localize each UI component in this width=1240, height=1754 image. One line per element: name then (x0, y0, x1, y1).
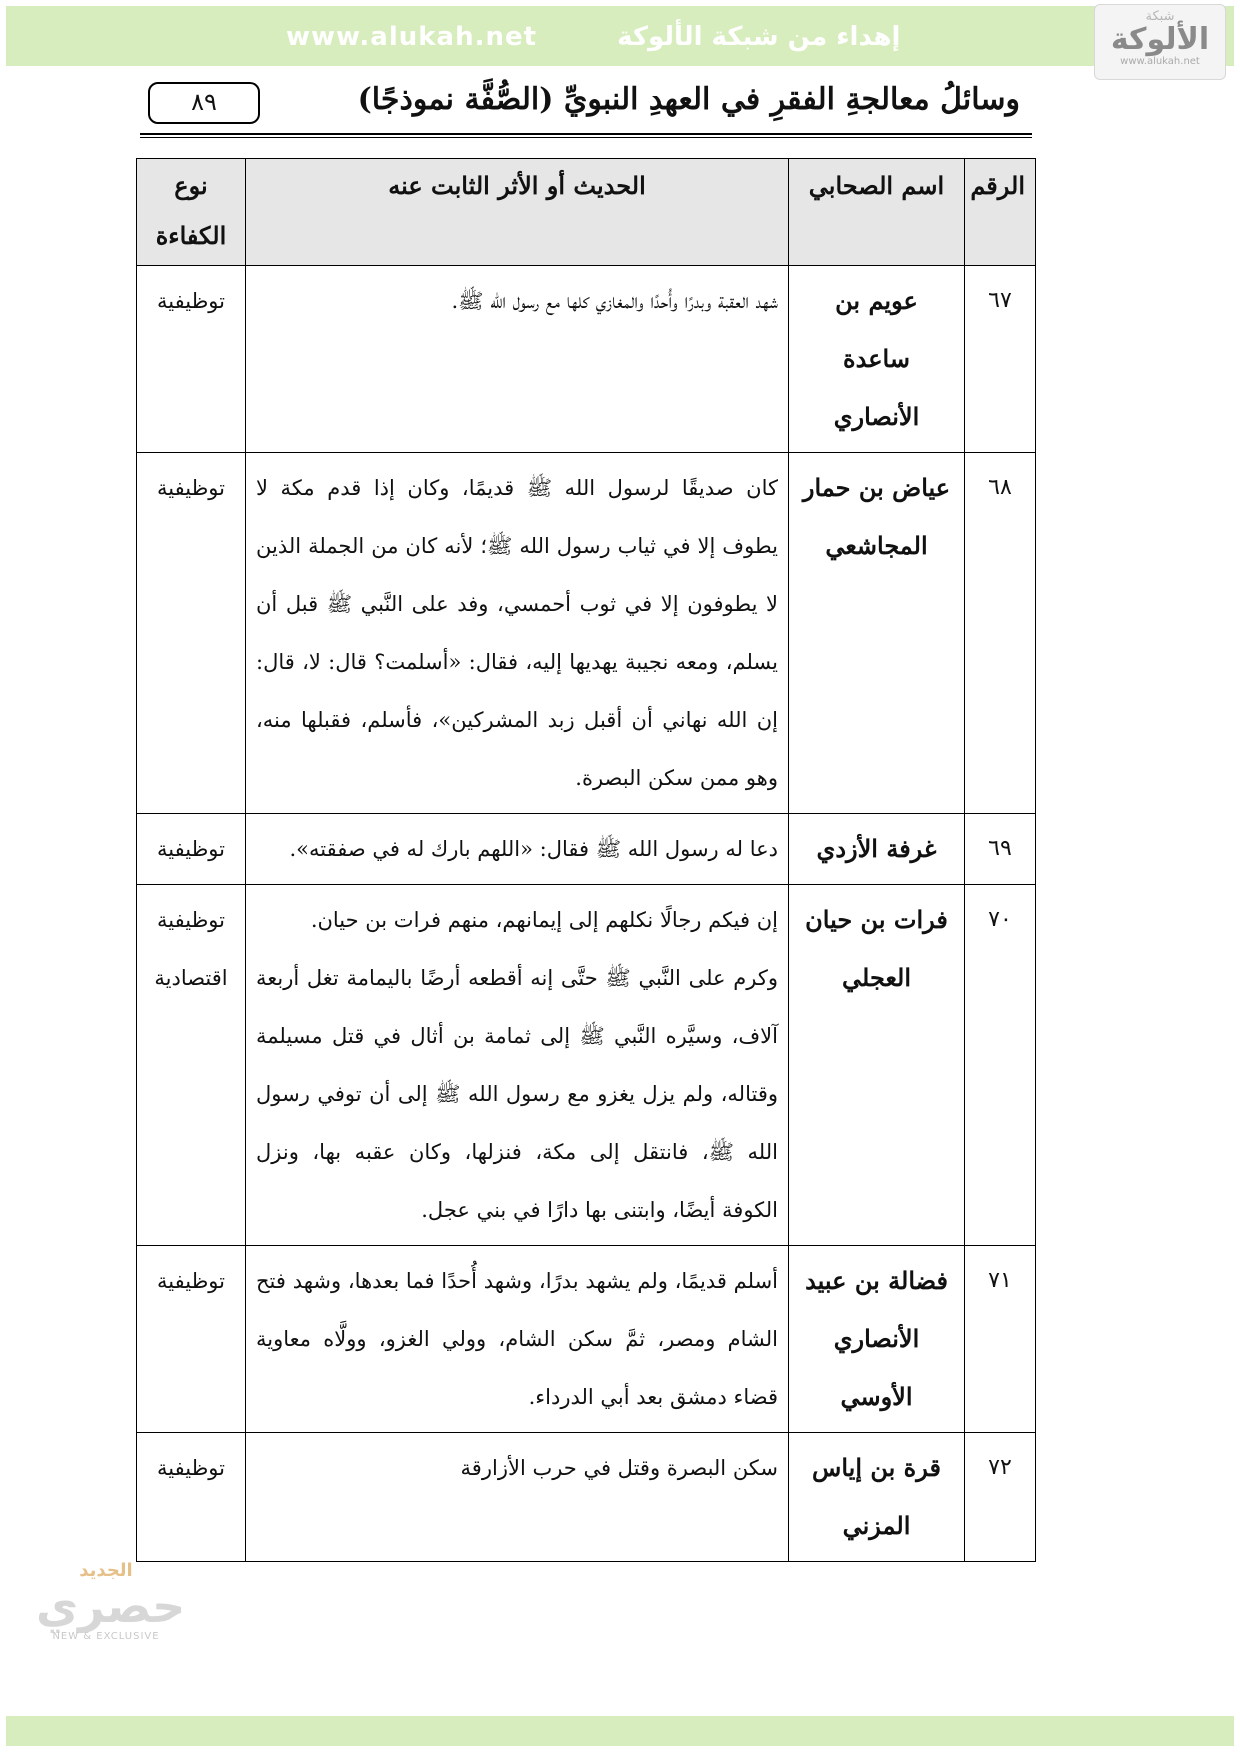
title-divider (140, 133, 1032, 138)
table-row (137, 266, 1036, 453)
header-type: نوع الكفاءة (137, 159, 246, 266)
competency-type: توظيفية (137, 1433, 246, 1562)
logo-url-text: www.alukah.net (1120, 56, 1200, 67)
watermark-sub-text: NEW & EXCLUSIVE (52, 1631, 160, 1642)
bottom-banner (6, 1716, 1234, 1746)
logo-small-text: شبكة (1145, 9, 1175, 24)
table-row (137, 1433, 1036, 1562)
banner-gift-text: إهداء من شبكة الألوكة (617, 22, 901, 52)
hadith-text-cell (246, 885, 789, 1246)
competency-type: توظيفية (157, 908, 225, 932)
row-number: ٧٠ (965, 885, 1036, 1246)
row-number: ٦٩ (965, 814, 1036, 885)
new-exclusive-watermark (36, 1560, 186, 1660)
page-number: ٨٩ (148, 82, 260, 124)
watermark-top-text: الجديد (79, 1560, 133, 1581)
companion-name: قرة بن إياس المزني (789, 1433, 965, 1562)
competency-type-secondary: اقتصادية (154, 966, 228, 990)
hadith-text: إن فيكم رجالًا نكلهم إلى إيمانهم، منهم فرات بن حيان. (310, 908, 778, 932)
companion-name: فرات بن حيان العجلي (789, 885, 965, 1246)
alukah-logo (1094, 4, 1226, 80)
competency-type: توظيفية (137, 1246, 246, 1433)
companion-name: غرفة الأزدي (789, 814, 965, 885)
competency-type: توظيفية (137, 453, 246, 814)
banner-url: www.alukah.net (286, 22, 538, 52)
companion-name: فضالة بن عبيد الأنصاري الأوسي (789, 1246, 965, 1433)
table-row (137, 885, 1036, 1246)
table-row (137, 453, 1036, 814)
page-title: وسائلُ معالجةِ الفقرِ في العهدِ النبويِّ (الصُّفَّة نموذجًا) (357, 82, 1020, 117)
logo-main-text: الألوكة (1110, 22, 1210, 57)
table-row (137, 814, 1036, 885)
row-number: ٦٧ (965, 266, 1036, 453)
table-row (137, 1246, 1036, 1433)
row-number: ٧٢ (965, 1433, 1036, 1562)
hadith-text: دعا له رسول الله ﷺ فقال: «اللهم بارك له في صفقته». (246, 814, 789, 885)
competency-type-cell (137, 885, 246, 1246)
hadith-text: سكن البصرة وقتل في حرب الأزارقة (246, 1433, 789, 1562)
hadith-text-continued: وكرم على النَّبي ﷺ حتَّى إنه أقطعه أرضًا باليمامة تغل أربعة آلاف، وسيَّره النَّبي ﷺ إلى ثمامة بن أثال في قتل مسيلمة وقتاله، ولم يزل يغزو مع رسول الله ﷺ إلى أن توفي رسول الله ﷺ، فانتقل إلى مكة، فنزلها، وكان عقبه بها، ونزل الكوفة أيضًا، وابتنى بها دارًا في بني عجل. (256, 966, 778, 1222)
companion-name: عويم بن ساعدة الأنصاري (789, 266, 965, 453)
header-companion: اسم الصحابي (789, 159, 965, 266)
hadith-text: أسلم قديمًا، ولم يشهد بدرًا، وشهد أُحدًا فما بعدها، وشهد فتح الشام ومصر، ثمَّ سكن الشام، وولي الغزو، وولَّاه معاوية قضاء دمشق بعد أبي الدرداء. (246, 1246, 789, 1433)
hadith-text: شهد العقبة وبدرًا وأُحدًا والمغازي كلها مع رسول الله ﷺ. (246, 266, 789, 453)
header-number: الرقم (965, 159, 1036, 266)
competency-type: توظيفية (137, 814, 246, 885)
row-number: ٧١ (965, 1246, 1036, 1433)
top-banner (6, 6, 1234, 66)
hadith-text: كان صديقًا لرسول الله ﷺ قديمًا، وكان إذا قدم مكة لا يطوف إلا في ثياب رسول الله ﷺ؛ لأنه كان من الجملة الذين لا يطوفون إلا في ثوب أحمسي، وفد على النَّبي ﷺ قبل أن يسلم، ومعه نجيبة يهديها إليه، فقال: «أسلمت؟ قال: لا، قال: إن الله نهاني أن أقبل زبد المشركين»، فأسلم، فقبلها منه، وهو ممن سكن البصرة. (246, 453, 789, 814)
companion-name: عياض بن حمار المجاشعي (789, 453, 965, 814)
header-hadith: الحديث أو الأثر الثابت عنه (246, 159, 789, 266)
watermark-main-text: حصري (36, 1579, 186, 1633)
competency-type: توظيفية (137, 266, 246, 453)
companions-table (136, 158, 1036, 1562)
banner-text (286, 22, 970, 52)
table-header-row (137, 159, 1036, 266)
row-number: ٦٨ (965, 453, 1036, 814)
